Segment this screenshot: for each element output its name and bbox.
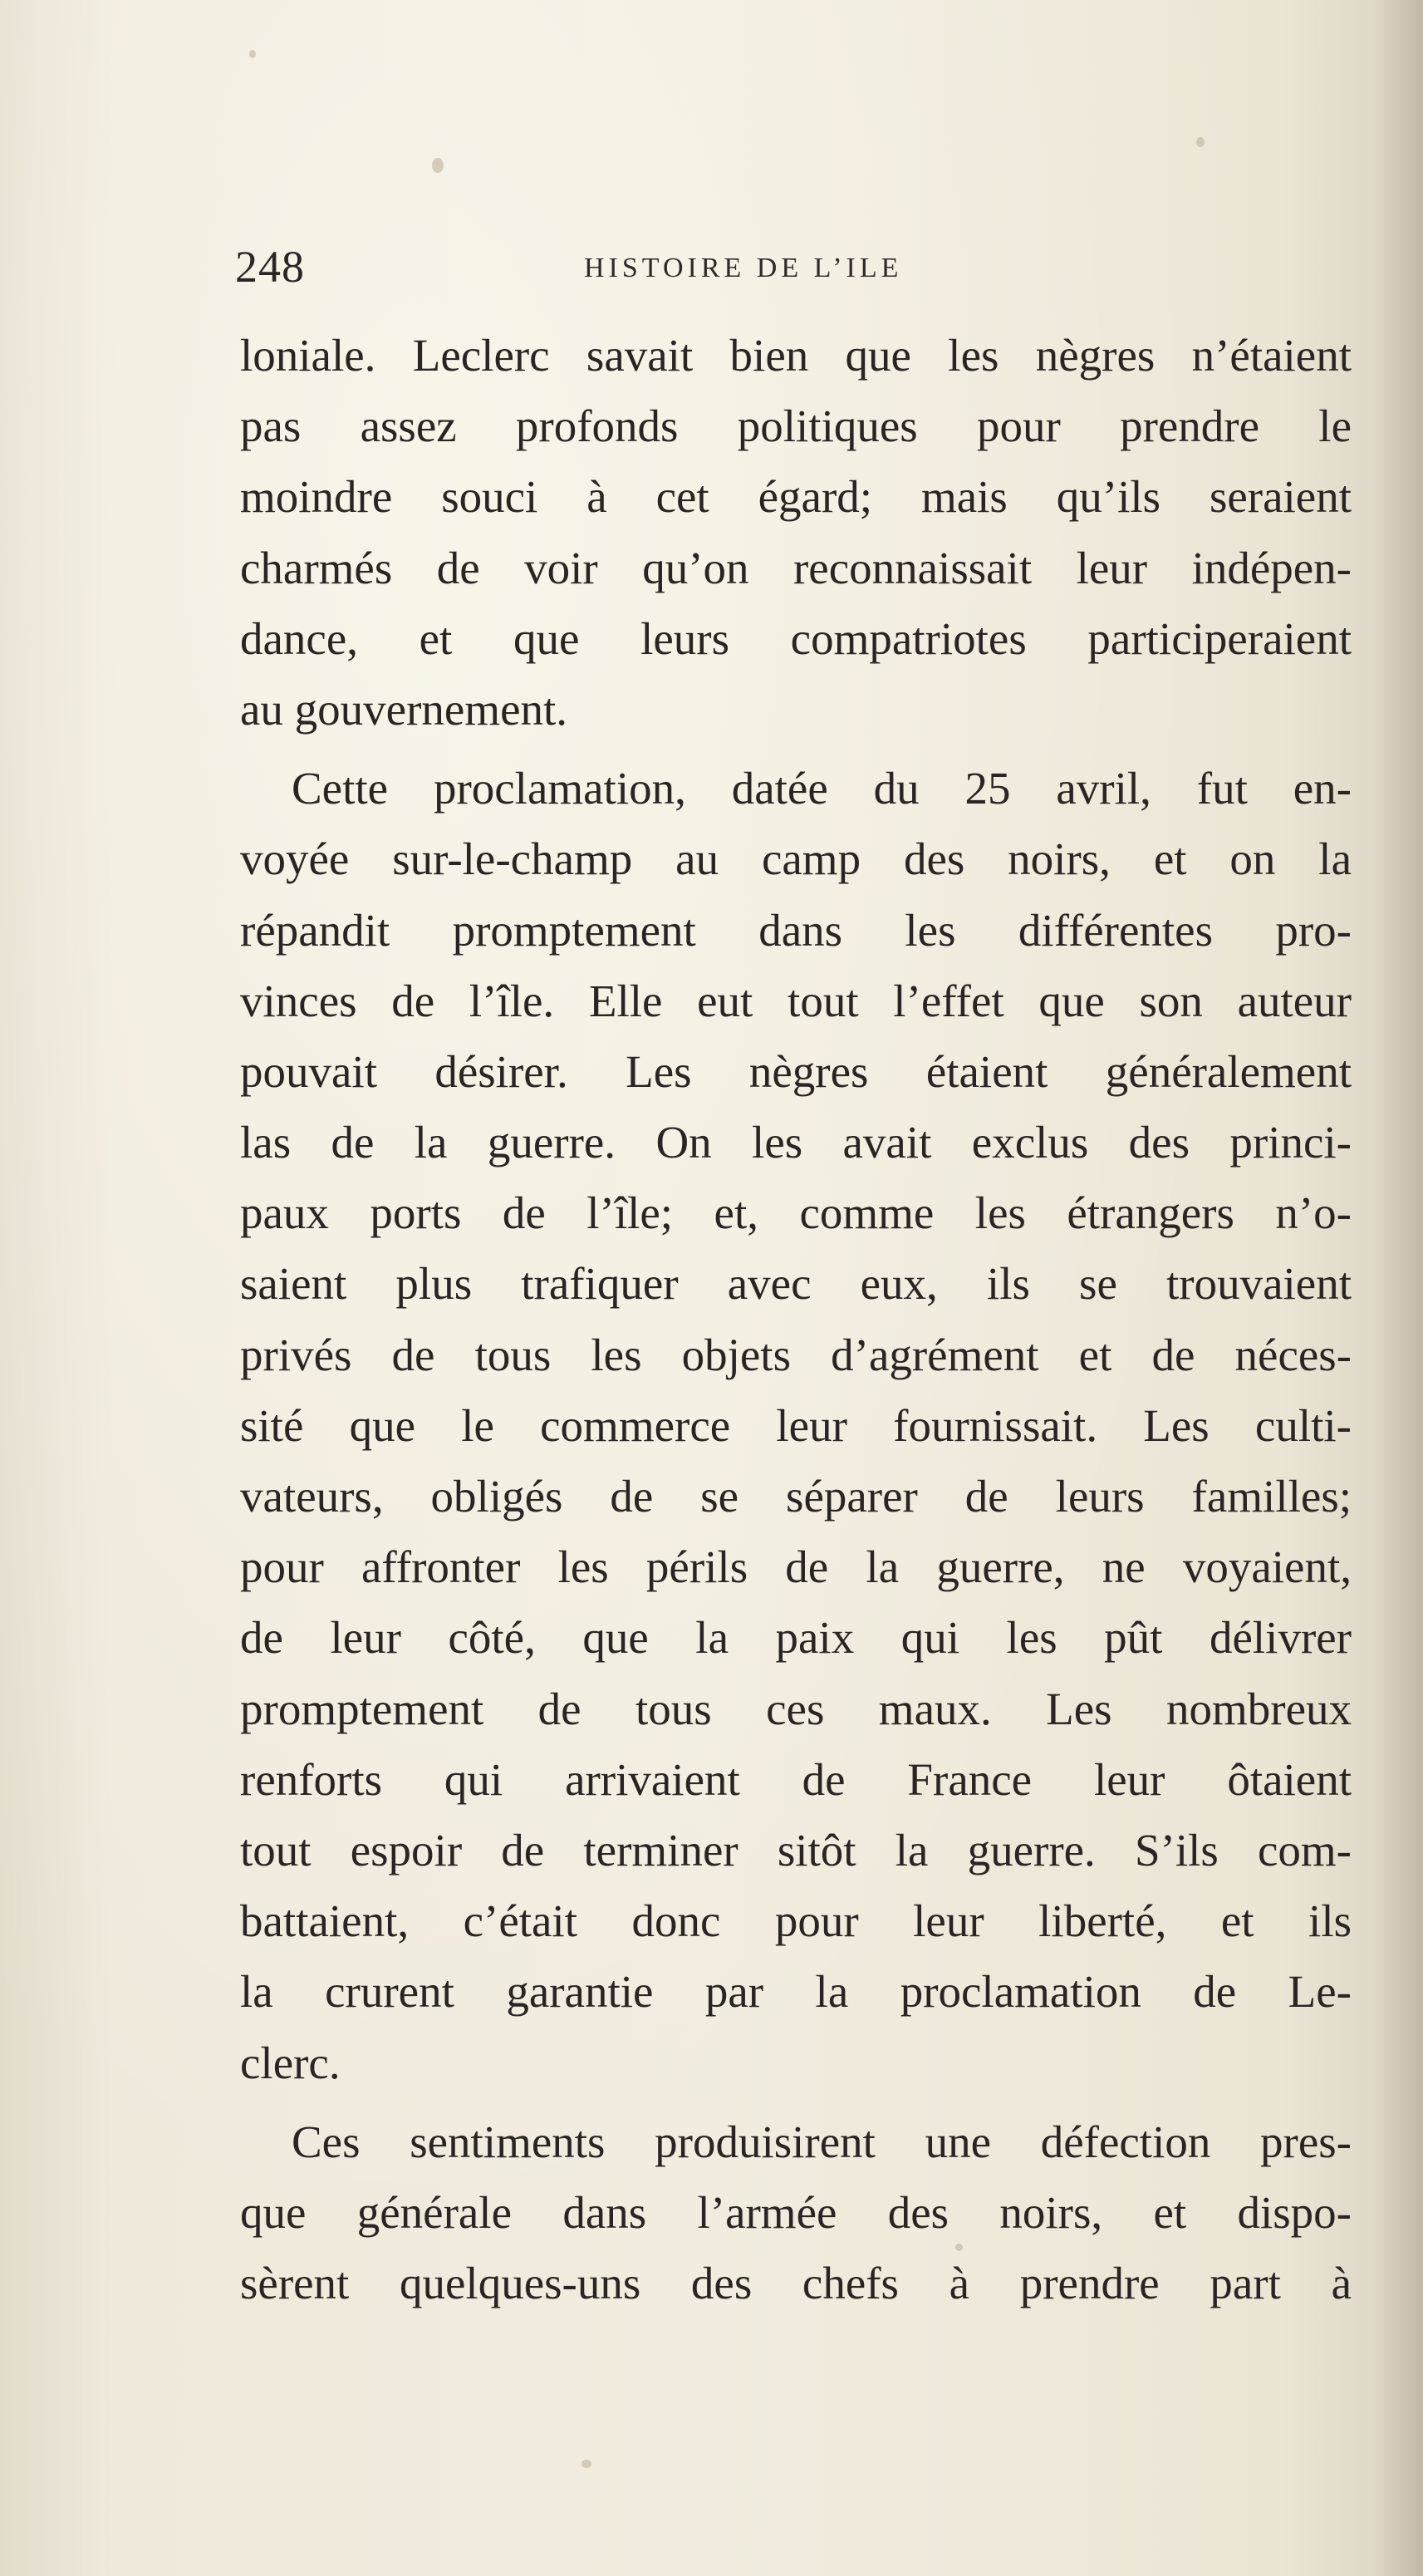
text-line: paux ports de l’île; et, comme les étrangers n’o- [240,1187,1352,1239]
running-head: HISTOIRE DE L’ILE [584,253,903,283]
text-line: de leur côté, que la paix qui les pût délivrer [240,1612,1352,1664]
page-number: 248 [235,242,305,292]
text-line: répandit promptement dans les différentes pro- [240,904,1352,956]
text-line: charmés de voir qu’on reconnaissait leur indépen- [240,542,1352,593]
page-header [235,241,1348,291]
text-line: renforts qui arrivaient de France leur ôtaient [240,1753,1352,1805]
text-line: au gouvernement. [240,683,568,735]
text-line: clerc. [240,2037,341,2088]
text-line: pour affronter les périls de la guerre, ne voyaient, [240,1541,1352,1593]
body-text [240,320,1352,2318]
paragraph-gap [240,2098,1352,2107]
text-line: moindre souci à cet égard; mais qu’ils seraient [240,471,1352,523]
text-line: Cette proclamation, datée du 25 avril, fut en- [292,763,1352,814]
text-line: loniale. Leclerc savait bien que les nègres n’étaient [240,330,1352,381]
text-line: saient plus trafiquer avec eux, ils se trouvaient [240,1258,1352,1310]
paper-speck [1196,137,1205,147]
text-line: pas assez profonds politiques pour prendre le [240,401,1352,452]
text-line: sèrent quelques-uns des chefs à prendre part à [240,2258,1352,2309]
text-line: vateurs, obligés de se séparer de leurs familles; [240,1471,1352,1522]
page-edge-shadow [1373,0,1423,2576]
text-line: pouvait désirer. Les nègres étaient généralement [240,1045,1352,1097]
text-line: la crurent garantie par la proclamation de Le- [240,1966,1352,2018]
text-line: Ces sentiments produisirent une défection pres- [292,2116,1352,2167]
text-line: battaient, c’était donc pour leur liberté, et ils [240,1895,1352,1947]
text-line: privés de tous les objets d’agrément et de néces- [240,1329,1352,1380]
paper-speck [581,2460,591,2468]
paper-speck [249,50,256,58]
text-line: promptement de tous ces maux. Les nombreux [240,1683,1352,1734]
text-line: las de la guerre. On les avait exclus des princi- [240,1117,1352,1168]
paper-speck [432,158,444,173]
text-line: vinces de l’île. Elle eut tout l’effet que son auteur [240,975,1352,1026]
paragraph-gap [240,745,1352,753]
text-line: voyée sur-le-champ au camp des noirs, et on la [240,833,1352,885]
text-line: que générale dans l’armée des noirs, et dispo- [240,2186,1352,2238]
text-line: dance, et que leurs compatriotes participeraient [240,612,1352,664]
text-line: tout espoir de terminer sitôt la guerre. S’ils com- [240,1824,1352,1875]
text-line: sité que le commerce leur fournissait. Les culti- [240,1399,1352,1451]
